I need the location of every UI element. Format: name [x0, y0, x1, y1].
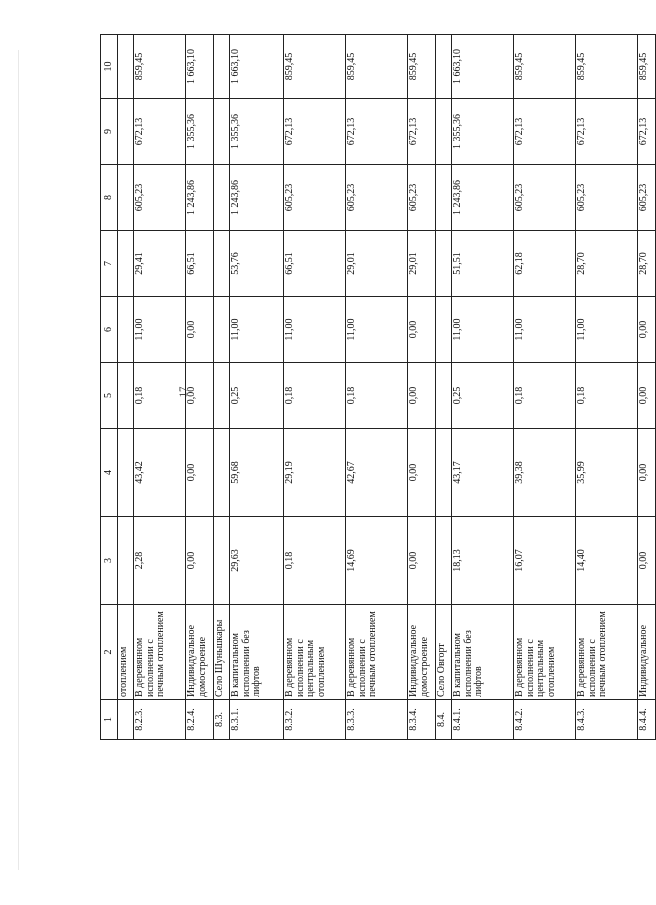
- value-cell: 29,19: [284, 429, 346, 517]
- value-cell: 1 355,36: [452, 99, 514, 165]
- value-cell: 62,18: [514, 231, 576, 297]
- value-cell: 672,13: [346, 99, 408, 165]
- value-cell: 0,18: [134, 363, 186, 429]
- value-cell: [436, 99, 452, 165]
- header-cell: 6: [101, 297, 118, 363]
- header-row: [101, 35, 118, 740]
- value-cell: [214, 297, 230, 363]
- rotated-table-container: [100, 35, 649, 740]
- value-cell: 1 243,86: [452, 165, 514, 231]
- value-cell: 859,45: [408, 35, 436, 99]
- tariff-table: [100, 34, 656, 740]
- value-cell: 11,00: [134, 297, 186, 363]
- value-cell: 0,18: [346, 363, 408, 429]
- value-cell: 0,00: [638, 363, 656, 429]
- value-cell: 672,13: [638, 99, 656, 165]
- table-row: [638, 35, 656, 740]
- value-cell: 672,13: [514, 99, 576, 165]
- value-cell: 43,42: [134, 429, 186, 517]
- value-cell: 51,51: [452, 231, 514, 297]
- table-row: [408, 35, 436, 740]
- value-cell: [214, 231, 230, 297]
- value-cell: [214, 363, 230, 429]
- row-number-cell: 8.2.3.: [134, 700, 186, 740]
- row-label-cell: Село Шуньшкары: [214, 605, 230, 700]
- value-cell: 28,70: [638, 231, 656, 297]
- row-label-cell: Село Овгорт: [436, 605, 452, 700]
- table-row: [514, 35, 576, 740]
- row-label-cell: В капитальном исполнении без лифтов: [230, 605, 284, 700]
- value-cell: [436, 363, 452, 429]
- table-row: [346, 35, 408, 740]
- table-row: [436, 35, 452, 740]
- value-cell: 59,68: [230, 429, 284, 517]
- value-cell: 1 243,86: [230, 165, 284, 231]
- value-cell: [214, 35, 230, 99]
- value-cell: 0,00: [408, 429, 436, 517]
- value-cell: 0,00: [638, 429, 656, 517]
- value-cell: 16,07: [514, 517, 576, 605]
- value-cell: 859,45: [638, 35, 656, 99]
- table-row: [452, 35, 514, 740]
- value-cell: 859,45: [576, 35, 638, 99]
- row-number-cell: 8.4.2.: [514, 700, 576, 740]
- value-cell: 0,00: [186, 429, 214, 517]
- value-cell: [118, 297, 134, 363]
- value-cell: 1 663,10: [230, 35, 284, 99]
- value-cell: 18,13: [452, 517, 514, 605]
- rotated-table: [100, 35, 649, 740]
- value-cell: 672,13: [134, 99, 186, 165]
- value-cell: 53,76: [230, 231, 284, 297]
- table-row: [186, 35, 214, 740]
- header-cell: 8: [101, 165, 118, 231]
- row-number-cell: 8.3.3.: [346, 700, 408, 740]
- row-label-cell: отоплением: [118, 605, 134, 700]
- value-cell: 0,00: [186, 297, 214, 363]
- value-cell: 0,00: [186, 517, 214, 605]
- header-cell: 9: [101, 99, 118, 165]
- value-cell: 605,23: [346, 165, 408, 231]
- value-cell: 672,13: [576, 99, 638, 165]
- value-cell: 605,23: [638, 165, 656, 231]
- row-number-cell: [118, 700, 134, 740]
- value-cell: 0,00: [186, 363, 214, 429]
- value-cell: 11,00: [514, 297, 576, 363]
- header-cell: 4: [101, 429, 118, 517]
- row-label-cell: Индивидуальное домостроение: [186, 605, 214, 700]
- row-label-cell: В деревянном исполнении с печным отоплением: [134, 605, 186, 700]
- row-number-cell: 8.3.4.: [408, 700, 436, 740]
- value-cell: 1 663,10: [186, 35, 214, 99]
- value-cell: 1 355,36: [230, 99, 284, 165]
- value-cell: 11,00: [576, 297, 638, 363]
- value-cell: 35,99: [576, 429, 638, 517]
- value-cell: 0,00: [408, 297, 436, 363]
- value-cell: 29,41: [134, 231, 186, 297]
- value-cell: 1 355,36: [186, 99, 214, 165]
- table-row: [230, 35, 284, 740]
- value-cell: 11,00: [230, 297, 284, 363]
- value-cell: 66,51: [186, 231, 214, 297]
- value-cell: 42,67: [346, 429, 408, 517]
- value-cell: 2,28: [134, 517, 186, 605]
- value-cell: 672,13: [408, 99, 436, 165]
- value-cell: 0,00: [638, 297, 656, 363]
- row-number-cell: 8.3.2.: [284, 700, 346, 740]
- value-cell: [436, 429, 452, 517]
- value-cell: 43,17: [452, 429, 514, 517]
- header-cell: 3: [101, 517, 118, 605]
- value-cell: 859,45: [134, 35, 186, 99]
- value-cell: 29,01: [346, 231, 408, 297]
- value-cell: 29,01: [408, 231, 436, 297]
- header-cell: 10: [101, 35, 118, 99]
- value-cell: 0,18: [284, 363, 346, 429]
- row-label-cell: Индивидуальное домостроение: [408, 605, 436, 700]
- header-cell: 7: [101, 231, 118, 297]
- table-row: [576, 35, 638, 740]
- value-cell: [214, 429, 230, 517]
- value-cell: 39,38: [514, 429, 576, 517]
- value-cell: [118, 165, 134, 231]
- value-cell: 605,23: [408, 165, 436, 231]
- value-cell: 0,18: [576, 363, 638, 429]
- value-cell: [436, 35, 452, 99]
- row-number-cell: 8.4.4.: [638, 700, 656, 740]
- value-cell: [118, 99, 134, 165]
- value-cell: [214, 165, 230, 231]
- value-cell: 0,00: [638, 517, 656, 605]
- value-cell: 859,45: [346, 35, 408, 99]
- row-label-cell: В капитальном исполнении без лифтов: [452, 605, 514, 700]
- header-cell: 5: [101, 363, 118, 429]
- header-cell: 2: [101, 605, 118, 700]
- value-cell: [436, 517, 452, 605]
- value-cell: [118, 429, 134, 517]
- value-cell: 605,23: [514, 165, 576, 231]
- row-label-cell: В деревянном исполнении с печным отоплением: [576, 605, 638, 700]
- page-number: 17: [177, 386, 190, 398]
- value-cell: 0,00: [408, 517, 436, 605]
- value-cell: 28,70: [576, 231, 638, 297]
- table-row: [134, 35, 186, 740]
- value-cell: 29,63: [230, 517, 284, 605]
- value-cell: [118, 35, 134, 99]
- row-label-cell: В деревянном исполнении с центральным отоплением: [514, 605, 576, 700]
- value-cell: 11,00: [452, 297, 514, 363]
- value-cell: [436, 165, 452, 231]
- value-cell: 605,23: [576, 165, 638, 231]
- value-cell: [118, 231, 134, 297]
- value-cell: [118, 517, 134, 605]
- value-cell: 0,25: [452, 363, 514, 429]
- row-number-cell: 8.4.1.: [452, 700, 514, 740]
- table-row: [214, 35, 230, 740]
- value-cell: 859,45: [284, 35, 346, 99]
- value-cell: 14,40: [576, 517, 638, 605]
- value-cell: 859,45: [514, 35, 576, 99]
- table-row: [284, 35, 346, 740]
- value-cell: 0,25: [230, 363, 284, 429]
- value-cell: 0,18: [514, 363, 576, 429]
- value-cell: 605,23: [134, 165, 186, 231]
- row-number-cell: 8.4.3.: [576, 700, 638, 740]
- row-label-cell: В деревянном исполнении с центральным отоплением: [284, 605, 346, 700]
- value-cell: 0,00: [408, 363, 436, 429]
- value-cell: [118, 363, 134, 429]
- row-number-cell: 8.2.4.: [186, 700, 214, 740]
- value-cell: 672,13: [284, 99, 346, 165]
- row-number-cell: 8.3.: [214, 700, 230, 740]
- value-cell: [214, 517, 230, 605]
- value-cell: 11,00: [284, 297, 346, 363]
- row-label-cell: В деревянном исполнении с печным отоплением: [346, 605, 408, 700]
- value-cell: 0,18: [284, 517, 346, 605]
- value-cell: 605,23: [284, 165, 346, 231]
- value-cell: 1 243,86: [186, 165, 214, 231]
- row-number-cell: 8.4.: [436, 700, 452, 740]
- row-label-cell: Индивидуальное: [638, 605, 656, 700]
- value-cell: 66,51: [284, 231, 346, 297]
- value-cell: [436, 231, 452, 297]
- header-cell: 1: [101, 700, 118, 740]
- value-cell: 1 663,10: [452, 35, 514, 99]
- value-cell: 14,69: [346, 517, 408, 605]
- row-number-cell: 8.3.1.: [230, 700, 284, 740]
- value-cell: [214, 99, 230, 165]
- value-cell: [436, 297, 452, 363]
- table-row: [118, 35, 134, 740]
- value-cell: 11,00: [346, 297, 408, 363]
